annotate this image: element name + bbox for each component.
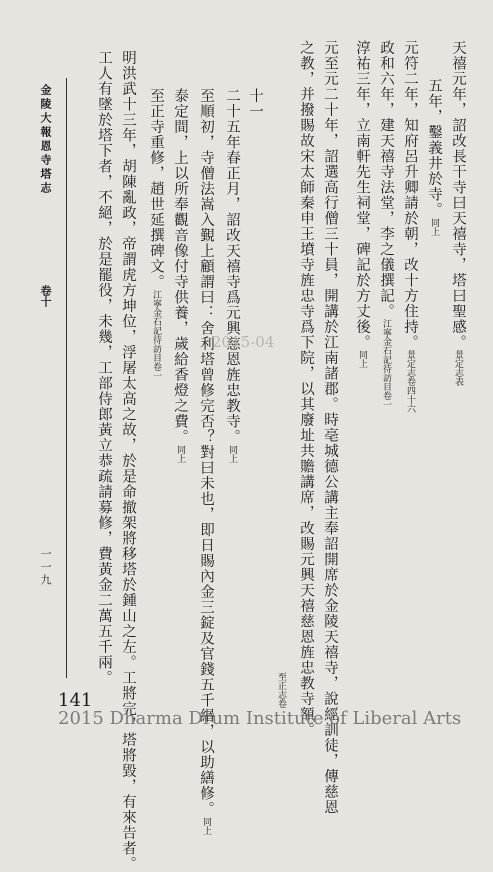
- header-rule: [66, 78, 67, 678]
- text-column-9: 二十五年春正月，詔改天禧寺爲元興慈恩旌忠教寺。同上: [224, 88, 240, 463]
- book-title: 金陵大報恩寺塔志: [39, 84, 52, 196]
- text-column-8: 十一: [247, 88, 263, 119]
- volume-label: 卷十: [39, 285, 52, 307]
- text-column-7-note: 至正志卷: [276, 672, 286, 708]
- text-column-14: 工人有墜於塔下者，不絕，於是罷役，未幾，工部侍郎黃立恭疏請募修，費黃金二萬五千兩。: [96, 50, 112, 686]
- text-column-7: 之教，并撥賜故宋太師秦申王墳寺旌忠寺爲下院，以其廢址共贍講席，改賜元興天禧慈恩旌忠教寺額。: [298, 40, 314, 738]
- text-column-3: 元符二年，知府呂升卿請於朝，改十方住持。景定志卷四十六: [402, 40, 418, 413]
- text-column-1: 天禧元年，詔改長干寺曰天禧寺，塔曰聖感。景定志表: [450, 40, 466, 386]
- text-column-4: 政和六年，建天禧寺法堂，李之儀撰記。江寧金石記待訪目卷一: [378, 40, 394, 409]
- text-column-6: 元至元二十年，詔選高行僧三十員，開講於江南諸郡。時亳城德公講主奉詔開席於金陵天禧寺，說經訓徒，傳慈恩: [322, 40, 338, 815]
- folio-number: 141: [58, 690, 93, 711]
- watermark: 2015-04: [212, 333, 275, 351]
- footer-credit: 2015 Dharma Drum Institute of Liberal Arts: [58, 708, 462, 729]
- text-column-2: 五年，鑿義井於寺。同上: [426, 78, 442, 236]
- text-column-5: 淳祐三年，立南軒先生祠堂，碑記於方丈後。同上: [354, 40, 370, 368]
- text-column-12: 至正寺重修，趙世延撰碑文。江寧金石記待訪目卷一: [148, 88, 164, 380]
- page-number-chinese: 一一九: [39, 548, 52, 587]
- text-column-13: 明洪武十三年，胡陳亂政，帝謂虎方坤位，浮屠太高之故，於是命撤架將移塔於鍾山之左。工將完，塔將毀，有來告者。: [120, 50, 136, 872]
- text-column-11: 泰定間，上以所奉觀音像付寺供養，歲給香燈之費。同上: [172, 88, 188, 463]
- text-column-10: 至順初，寺僧法嵩入覲上顧謂曰：舍利塔曾修完否？對曰未也，即日賜內金三錠及官錢五千緡，以助繕修。同上: [198, 88, 214, 835]
